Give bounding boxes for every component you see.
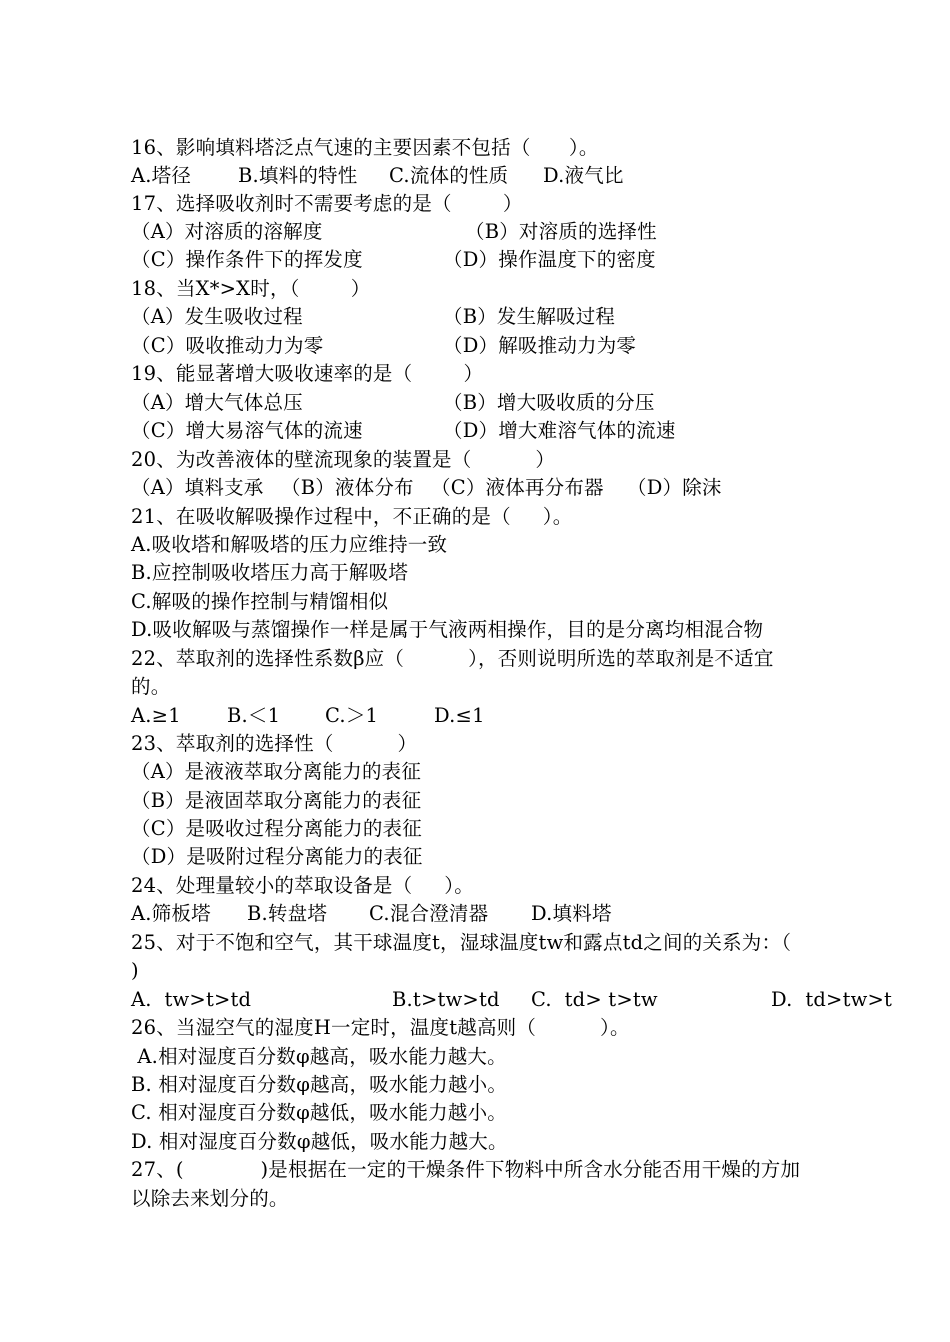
question-23-option-c: （C）是吸收过程分离能力的表征 — [131, 817, 422, 840]
question-26: 26、当湿空气的湿度H一定时，温度t越高则（ ）。 — [131, 1016, 630, 1039]
option-d: D.液气比 — [543, 164, 624, 187]
option-b: （B）发生解吸过程 — [443, 305, 616, 328]
question-23-option-a: （A）是液液萃取分离能力的表征 — [131, 760, 422, 783]
question-27: 27、( )是根据在一定的干燥条件下物料中所含水分能否用干燥的方加 — [131, 1158, 801, 1181]
option-b: B.填料的特性 — [238, 164, 358, 187]
question-21-option-d: D.吸收解吸与蒸馏操作一样是属于气液两相操作，目的是分离均相混合物 — [131, 618, 764, 641]
question-17-options-cd — [131, 246, 656, 274]
option-b: B.＜1 — [227, 704, 281, 727]
question-23: 23、萃取剂的选择性（ ） — [131, 732, 418, 755]
option-d: D. td>tw>t — [771, 988, 893, 1011]
option-c: （C）增大易溶气体的流速 — [131, 419, 363, 442]
question-18-options-ab — [131, 303, 616, 331]
question-23-option-b: （B）是液固萃取分离能力的表征 — [131, 789, 422, 812]
option-a: A.筛板塔 — [131, 902, 211, 925]
question-25-cont: ) — [131, 959, 139, 982]
question-18: 18、当X*>X时，（ ） — [131, 277, 371, 300]
option-b: （B）增大吸收质的分压 — [443, 391, 655, 414]
option-b: B.t>tw>td — [392, 988, 500, 1011]
option-d: D.≤1 — [434, 704, 485, 727]
question-18-options-cd — [131, 332, 637, 360]
option-a: A.塔径 — [131, 164, 192, 187]
question-24: 24、处理量较小的萃取设备是（ ）。 — [131, 874, 474, 897]
question-19: 19、能显著增大吸收速率的是（ ） — [131, 362, 484, 385]
question-20: 20、为改善液体的壁流现象的装置是（ ） — [131, 448, 556, 471]
option-c: （C）液体再分布器 — [431, 476, 604, 499]
question-19-options-ab — [131, 389, 655, 417]
question-21-option-c: C.解吸的操作控制与精馏相似 — [131, 590, 389, 613]
option-d: （D）增大难溶气体的流速 — [443, 419, 676, 442]
question-26-option-d: D. 相对湿度百分数φ越低，吸水能力越大。 — [131, 1130, 508, 1153]
option-c: C.流体的性质 — [389, 164, 509, 187]
question-23-option-d: （D）是吸附过程分离能力的表征 — [131, 845, 423, 868]
question-17: 17、选择吸收剂时不需要考虑的是（ ） — [131, 192, 523, 215]
question-24-options — [131, 900, 612, 928]
question-21-option-b: B.应控制吸收塔压力高于解吸塔 — [131, 561, 409, 584]
option-c: （C）吸收推动力为零 — [131, 334, 324, 357]
question-25: 25、对于不饱和空气，其干球温度t，湿球温度tw和露点td之间的关系为：（ — [131, 931, 792, 954]
question-26-option-c: C. 相对湿度百分数φ越低，吸水能力越小。 — [131, 1101, 507, 1124]
question-26-option-b: B. 相对湿度百分数φ越高，吸水能力越小。 — [131, 1073, 508, 1096]
option-a: （A）增大气体总压 — [131, 391, 303, 414]
option-d: （D）解吸推动力为零 — [443, 334, 637, 357]
question-22-options — [131, 702, 485, 730]
option-d: （D）除沫 — [627, 476, 722, 499]
question-26-option-a: A.相对湿度百分数φ越高，吸水能力越大。 — [131, 1045, 507, 1068]
question-16: 16、影响填料塔泛点气速的主要因素不包括（ ）。 — [131, 136, 599, 159]
question-22-cont: 的。 — [131, 675, 171, 698]
option-a: （A）对溶质的溶解度 — [131, 220, 323, 243]
option-c: C. td> t>tw — [531, 988, 658, 1011]
question-22: 22、萃取剂的选择性系数β应（ ），否则说明所选的萃取剂是不适宜 — [131, 647, 774, 670]
question-21-option-a: A.吸收塔和解吸塔的压力应维持一致 — [131, 533, 448, 556]
option-d: D.填料塔 — [531, 902, 612, 925]
option-a: （A）填料支承 — [131, 476, 264, 499]
option-b: （B）液体分布 — [281, 476, 414, 499]
option-a: （A）发生吸收过程 — [131, 305, 303, 328]
option-b: B.转盘塔 — [247, 902, 328, 925]
option-c: C.＞1 — [325, 704, 379, 727]
question-17-options-ab — [131, 218, 657, 246]
option-c: C.混合澄清器 — [369, 902, 489, 925]
option-a: A. tw>t>td — [131, 988, 252, 1011]
question-27-cont: 以除去来划分的。 — [131, 1187, 289, 1210]
option-a: A.≥1 — [131, 704, 181, 727]
question-20-options — [131, 474, 722, 502]
option-c: （C）操作条件下的挥发度 — [131, 248, 363, 271]
question-19-options-cd — [131, 417, 676, 445]
option-b: （B）对溶质的选择性 — [465, 220, 657, 243]
question-21: 21、在吸收解吸操作过程中，不正确的是（ ）。 — [131, 505, 573, 528]
question-16-options — [131, 162, 624, 190]
question-25-options — [131, 986, 893, 1014]
option-d: （D）操作温度下的密度 — [443, 248, 656, 271]
